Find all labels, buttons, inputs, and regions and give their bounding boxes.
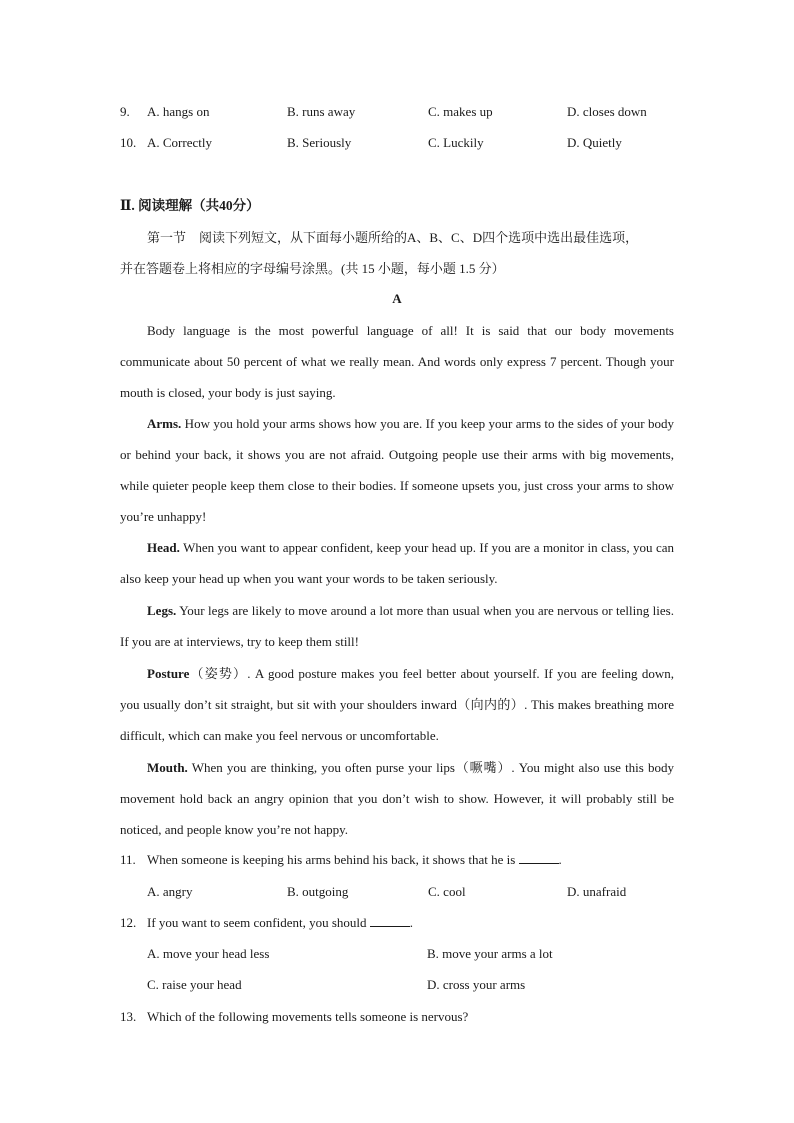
- option-c: C. makes up: [428, 104, 493, 119]
- option-a: A. angry: [147, 884, 193, 899]
- paragraph-lead: Mouth.: [147, 760, 188, 775]
- paragraph-text: When you want to appear confident, keep your head up. If you are a monitor in class, you can also keep your head up when you want your words to be taken seriously.: [120, 540, 674, 586]
- option-a: A. move your head less: [147, 946, 270, 961]
- option-a: A. Correctly: [147, 135, 212, 150]
- option-b: B. runs away: [287, 104, 356, 119]
- question-12-options-row1: [120, 944, 680, 964]
- question-12-options-row2: [120, 975, 680, 995]
- section-instructions: [120, 222, 674, 284]
- paragraph-lead: Legs.: [147, 603, 177, 618]
- passage-letter: A: [392, 291, 402, 306]
- option-b: B. move your arms a lot: [427, 946, 553, 961]
- paragraph-legs: [120, 595, 674, 657]
- option-d: D. cross your arms: [427, 977, 526, 992]
- question-10: [120, 133, 680, 153]
- option-d: D. unafraid: [567, 884, 627, 899]
- paragraph-lead: Arms.: [147, 416, 182, 431]
- question-number: 13.: [120, 1009, 137, 1024]
- question-stem: If you want to seem confident, you should: [147, 915, 367, 930]
- question-number: 12.: [120, 915, 137, 930]
- option-c: C. raise your head: [147, 977, 242, 992]
- question-stem: When someone is keeping his arms behind his back, it shows that he is: [147, 852, 516, 867]
- option-b: B. outgoing: [287, 884, 349, 899]
- paragraph-mouth: [120, 752, 674, 845]
- paragraph-posture: [120, 658, 674, 751]
- option-d: D. closes down: [567, 104, 647, 119]
- paragraph-arms: [120, 408, 674, 532]
- section-title: Ⅱ. 阅读理解（共40分）: [120, 198, 260, 213]
- paragraph-text: Your legs are likely to move around a lot more than usual when you are nervous or telling lies. If you are at interviews, try to keep them still!: [120, 603, 674, 649]
- option-a: A. hangs on: [147, 104, 210, 119]
- question-number: 10.: [120, 135, 137, 150]
- question-number: 9.: [120, 104, 130, 119]
- option-c: C. Luckily: [428, 135, 484, 150]
- answer-blank: [519, 851, 559, 864]
- paragraph-text: When you are thinking, you often purse your lips（噘嘴）. You might also use this body movement hold back an angry opinion that you don’t wish to show. However, it will probably still be noticed, and people know you’re not happy.: [120, 760, 674, 837]
- stem-end: .: [558, 852, 562, 867]
- paragraph-text: How you hold your arms shows how you are. If you keep your arms to the sides of your body or behind your back, it shows you are not afraid. Outgoing people use their arms with big movements, while quieter people keep them close to their bodies. If someone upsets you, just cross your arms to show you’re unhappy!: [120, 416, 674, 524]
- paragraph-lead: Posture: [147, 666, 190, 681]
- question-13-stem: [120, 1007, 680, 1027]
- answer-blank: [370, 914, 410, 927]
- question-12-stem: [120, 913, 680, 933]
- question-9: [120, 102, 680, 122]
- intro-text: Body language is the most powerful language of all! It is said that our body movements communicate about 50 percent of what we really mean. And words only express 7 percent. Though your mouth is closed, your body is just saying.: [120, 323, 674, 400]
- stem-end: .: [409, 915, 414, 930]
- question-11-stem: [120, 850, 680, 870]
- question-stem: Which of the following movements tells someone is nervous?: [147, 1009, 469, 1024]
- passage-intro: [120, 315, 674, 408]
- option-c: C. cool: [428, 884, 466, 899]
- instruction-line-2: 并在答题卷上将相应的字母编号涂黑。(共 15 小题，每小题 1.5 分）: [120, 261, 505, 276]
- paragraph-head: [120, 532, 674, 594]
- question-11-options: [120, 882, 680, 902]
- question-number: 11.: [120, 852, 136, 867]
- paragraph-text: （姿势）. A good posture makes you feel better about yourself. If you are feeling down, you usually don’t sit straight, but sit with your shoulders inward（向内的）. This makes breathing more difficult, which can make you feel nervous or uncomfortable.: [120, 666, 674, 743]
- instruction-line-1: 第一节 阅读下列短文，从下面每小题所给的A、B、C、D四个选项中选出最佳选项，: [147, 230, 639, 245]
- option-d: D. Quietly: [567, 135, 622, 150]
- option-b: B. Seriously: [287, 135, 352, 150]
- paragraph-lead: Head.: [147, 540, 180, 555]
